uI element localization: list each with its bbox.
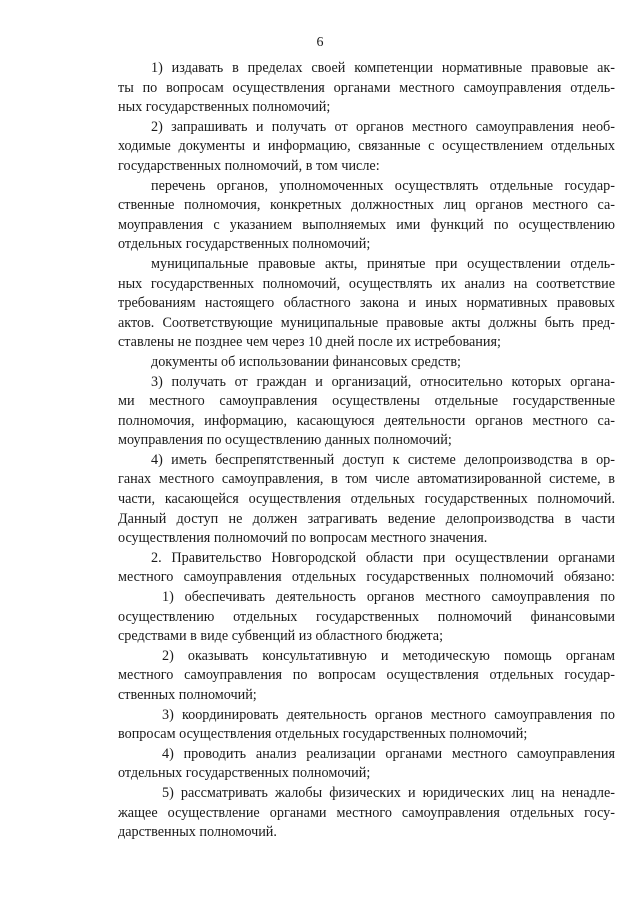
text-line: муниципальные правовые акты, принятые при осуществлении отдель- bbox=[151, 255, 615, 272]
text-line: местного самоуправления по вопросам осуществления отдельных государ- bbox=[118, 667, 615, 684]
text-line: осуществлению отдельных государственных полномочий финансовыми bbox=[118, 608, 615, 625]
text-line: 2. Правительство Новгородской области при осуществлении органами bbox=[151, 549, 615, 566]
text-line: 3) получать от граждан и организаций, относительно которых органа- bbox=[151, 373, 615, 390]
text-line: ганах местного самоуправления, в том числе автоматизированной системе, в bbox=[118, 471, 615, 488]
text-line: 4) иметь беспрепятственный доступ к системе делопроизводства в ор- bbox=[151, 451, 615, 468]
text-line: документы об использовании финансовых средств; bbox=[151, 353, 461, 370]
text-line: ставлены не позднее чем через 10 дней после их истребования; bbox=[118, 334, 501, 351]
text-line: 5) рассматривать жалобы физических и юридических лиц на ненадле- bbox=[162, 784, 615, 801]
text-line: актов. Соответствующие муниципальные правовые акты должны быть пред- bbox=[118, 314, 615, 331]
text-line: 4) проводить анализ реализации органами местного самоуправления bbox=[162, 745, 615, 762]
text-line: 1) обеспечивать деятельность органов местного самоуправления по bbox=[162, 589, 615, 606]
text-line: средствами в виде субвенций из областного бюджета; bbox=[118, 628, 444, 645]
text-line: Данный доступ не должен затрагивать ведение делопроизводства в части bbox=[118, 510, 615, 527]
text-line: полномочия, информацию, касающуюся деятельности органов местного са- bbox=[118, 412, 615, 429]
text-line: местного самоуправления отдельных государственных полномочий обязано: bbox=[118, 569, 615, 586]
text-line: ственных полномочий; bbox=[118, 687, 257, 703]
text-line: 2) оказывать консультативную и методическую помощь органам bbox=[162, 647, 615, 664]
text-line: дарственных полномочий. bbox=[118, 824, 277, 841]
text-line: жащее осуществление органами местного самоуправления отдельных госу- bbox=[118, 804, 615, 821]
text-line: ты по вопросам осуществления органами местного самоуправления отдель- bbox=[118, 79, 615, 96]
text-line: ных государственных полномочий, осуществлять их анализ на соответствие bbox=[118, 275, 615, 292]
document-body bbox=[118, 59, 615, 843]
text-line: 1) издавать в пределах своей компетенции нормативные правовые ак- bbox=[151, 60, 615, 76]
text-line: 2) запрашивать и получать от органов местного самоуправления необ- bbox=[151, 118, 615, 135]
text-line: государственных полномочий, в том числе: bbox=[118, 157, 380, 174]
text-line: ных государственных полномочий; bbox=[118, 99, 331, 116]
page-number: 6 bbox=[316, 35, 324, 50]
text-line: ми местного самоуправления осуществлены отдельные государственные bbox=[118, 393, 615, 410]
text-line: перечень органов, уполномоченных осуществлять отдельные государ- bbox=[151, 177, 615, 194]
text-line: ственные полномочия, конкретных должностных лиц органов местного са- bbox=[118, 197, 615, 214]
text-line: 3) координировать деятельность органов местного самоуправления по bbox=[162, 706, 615, 723]
text-line: моуправления по осуществлению данных полномочий; bbox=[118, 432, 452, 449]
text-line: части, касающейся осуществления отдельных государственных полномочий. bbox=[118, 491, 615, 508]
text-line: вопросам осуществления отдельных государственных полномочий; bbox=[118, 726, 528, 743]
text-line: ходимые документы и информацию, связанные с осуществлением отдельных bbox=[118, 138, 615, 155]
text-line: требованиям настоящего областного закона и иных нормативных правовых bbox=[118, 295, 615, 312]
text-line: отдельных государственных полномочий; bbox=[118, 236, 371, 253]
text-line: моуправления с указанием выполняемых ими функций по осуществлению bbox=[118, 216, 615, 233]
text-line: отдельных государственных полномочий; bbox=[118, 765, 371, 782]
text-line: осуществления полномочий по вопросам местного значения. bbox=[118, 530, 488, 547]
